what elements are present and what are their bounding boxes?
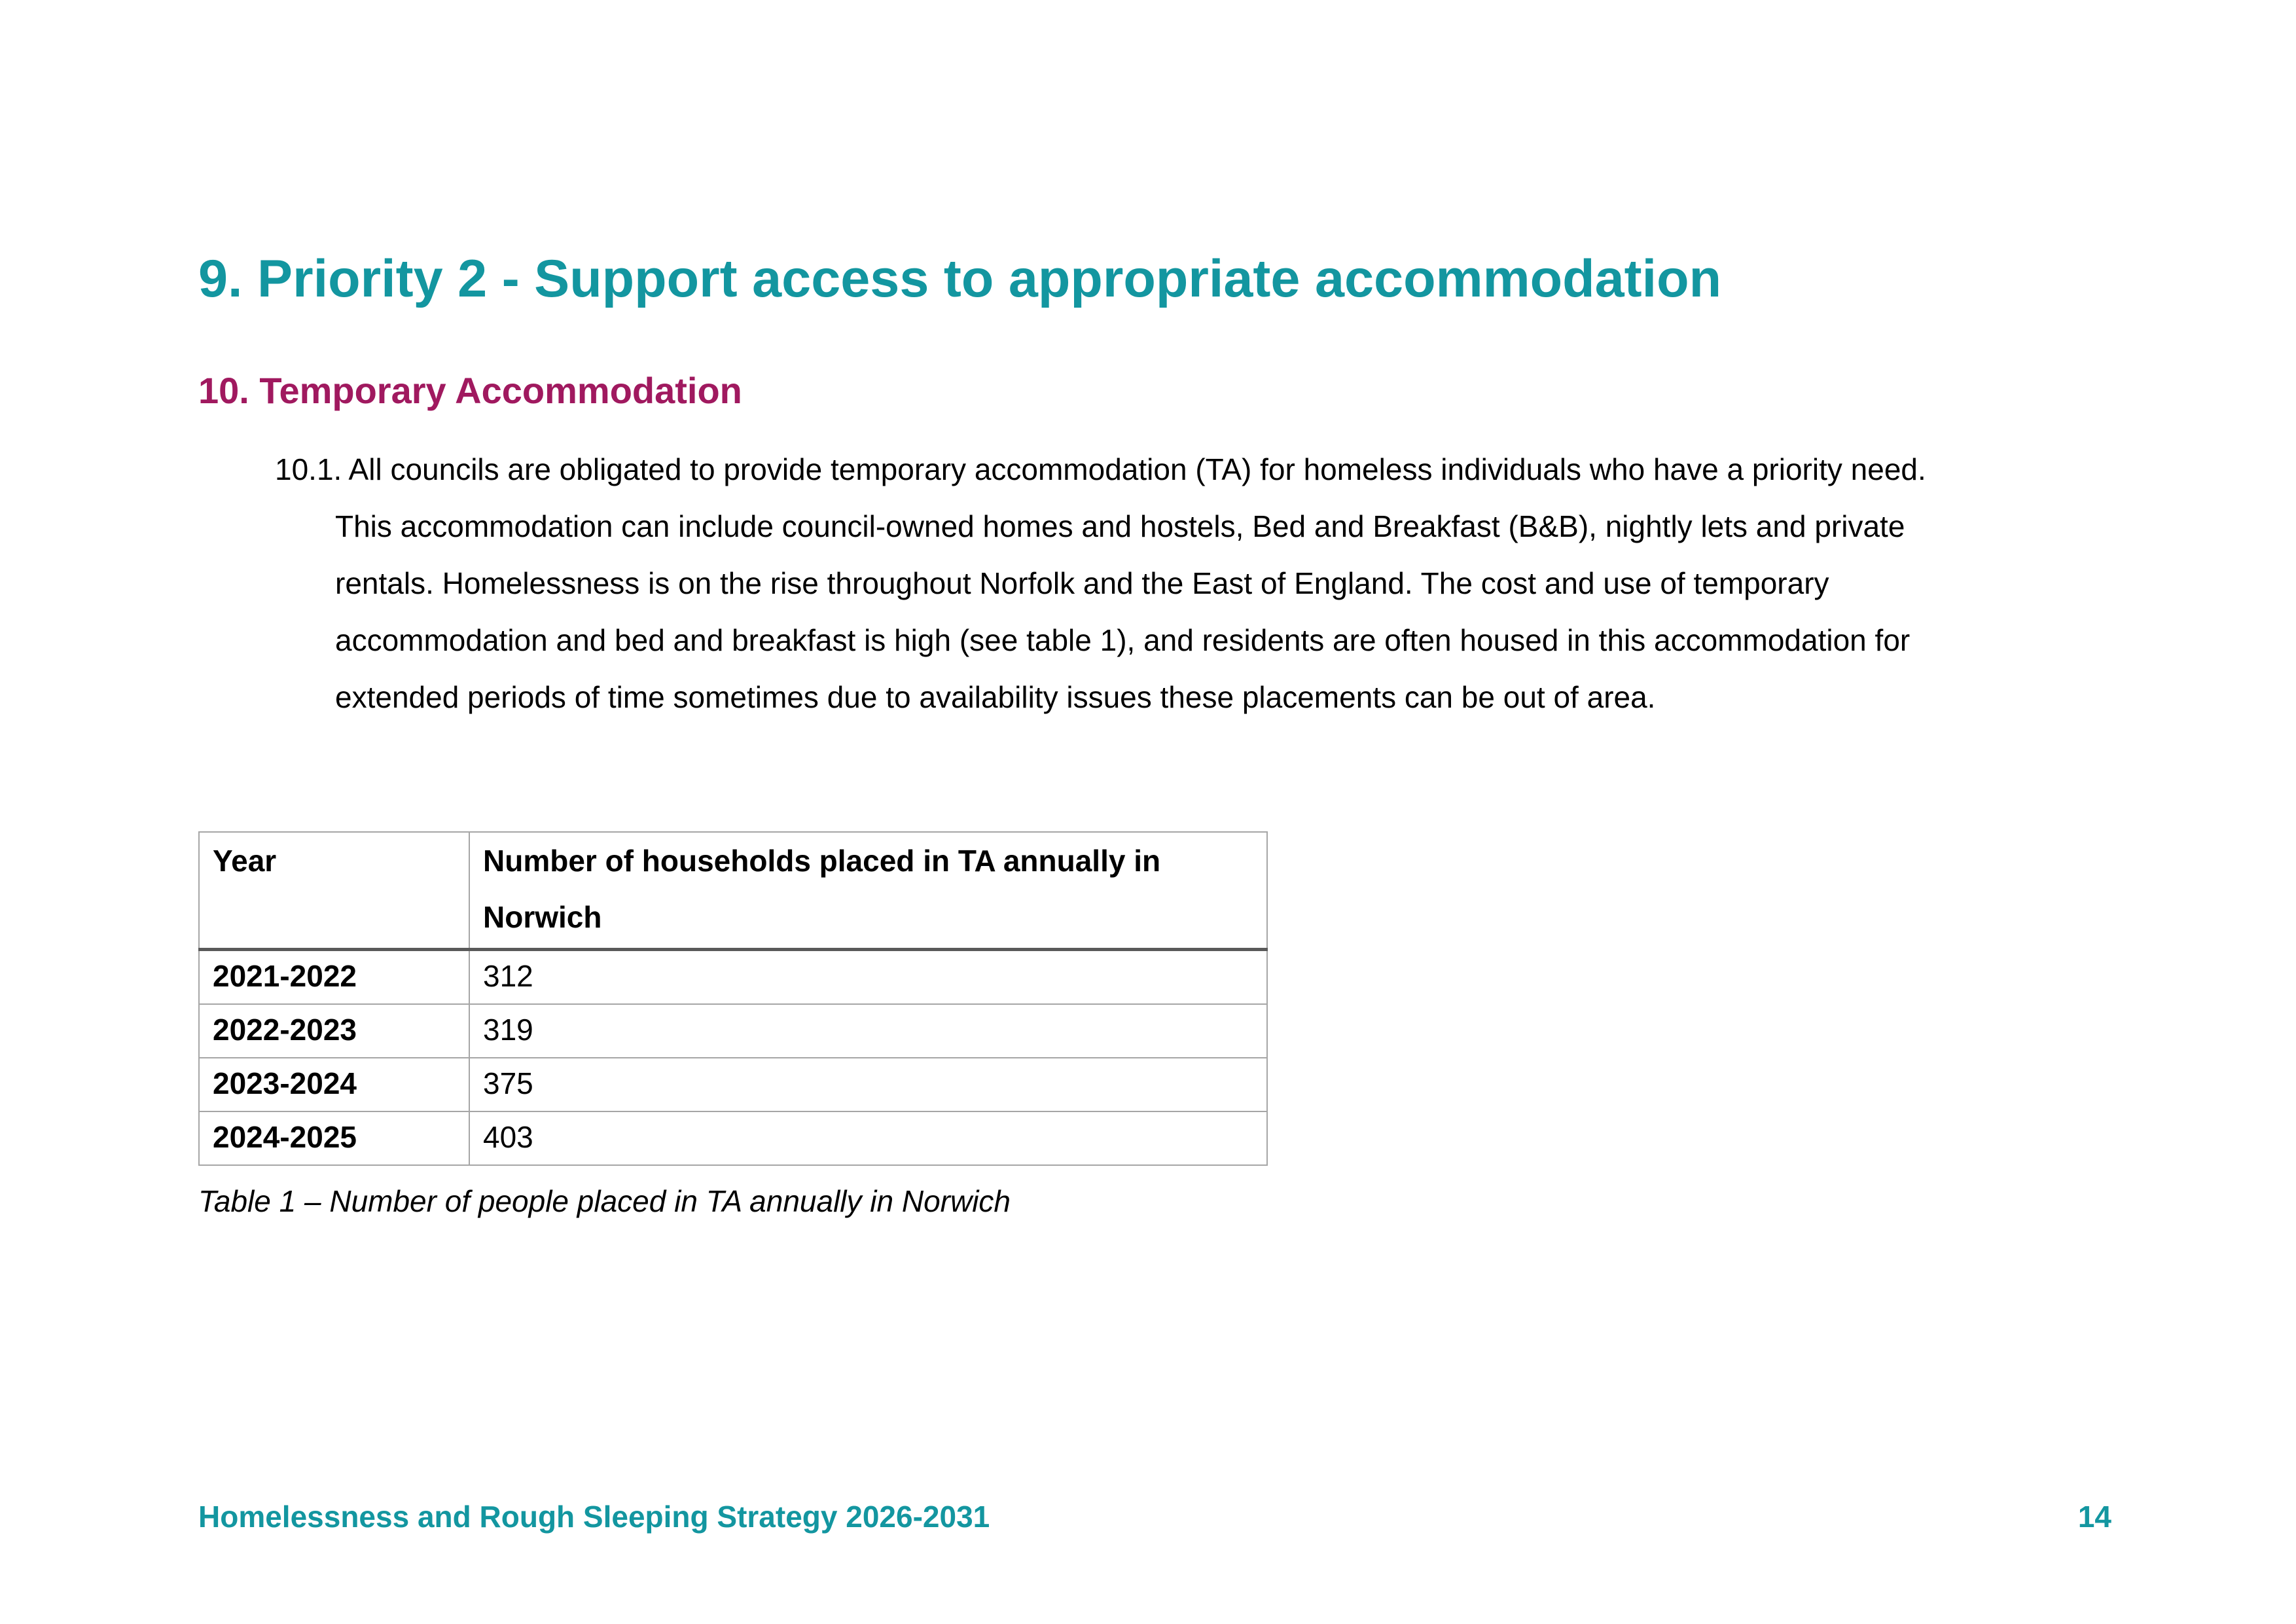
paragraph-line: rentals. Homelessness is on the rise throughout Norfolk and the East of England. The cost and use of temporary xyxy=(335,566,1829,600)
paragraph-line: This accommodation can include council-owned homes and hostels, Bed and Breakfast (B&B), nightly lets and private xyxy=(335,509,1905,543)
table-row xyxy=(199,1004,1267,1058)
households-cell: 375 xyxy=(469,1058,1267,1111)
column-header-households: Number of households placed in TA annually in Norwich xyxy=(469,832,1267,950)
year-cell: 2023-2024 xyxy=(199,1058,469,1111)
households-cell: 403 xyxy=(469,1111,1267,1165)
footer-document-title: Homelessness and Rough Sleeping Strategy 2026-2031 xyxy=(198,1500,990,1534)
households-cell: 312 xyxy=(469,950,1267,1005)
paragraph-line: 10.1. All councils are obligated to provide temporary accommodation (TA) for homeless individuals who have a priority need. xyxy=(275,452,1926,486)
paragraph-10-1 xyxy=(275,441,2108,726)
households-cell: 319 xyxy=(469,1004,1267,1058)
year-cell: 2024-2025 xyxy=(199,1111,469,1165)
ta-households-table xyxy=(198,831,1268,1166)
paragraph-line: extended periods of time sometimes due to availability issues these placements can be out of area. xyxy=(335,680,1656,714)
footer-page-number: 14 xyxy=(2077,1500,2111,1534)
table-header-row xyxy=(199,832,1267,950)
paragraph-line: accommodation and bed and breakfast is high (see table 1), and residents are often housed in this accommodation for xyxy=(335,623,1910,657)
page-heading: 9. Priority 2 - Support access to appropriate accommodation xyxy=(198,249,1722,308)
year-cell: 2022-2023 xyxy=(199,1004,469,1058)
section-subheading: 10. Temporary Accommodation xyxy=(198,370,742,411)
table-row xyxy=(199,950,1267,1005)
column-header-year: Year xyxy=(199,832,469,950)
table-row xyxy=(199,1058,1267,1111)
table-caption: Table 1 – Number of people placed in TA annually in Norwich xyxy=(198,1184,1011,1218)
table-row xyxy=(199,1111,1267,1165)
year-cell: 2021-2022 xyxy=(199,950,469,1005)
